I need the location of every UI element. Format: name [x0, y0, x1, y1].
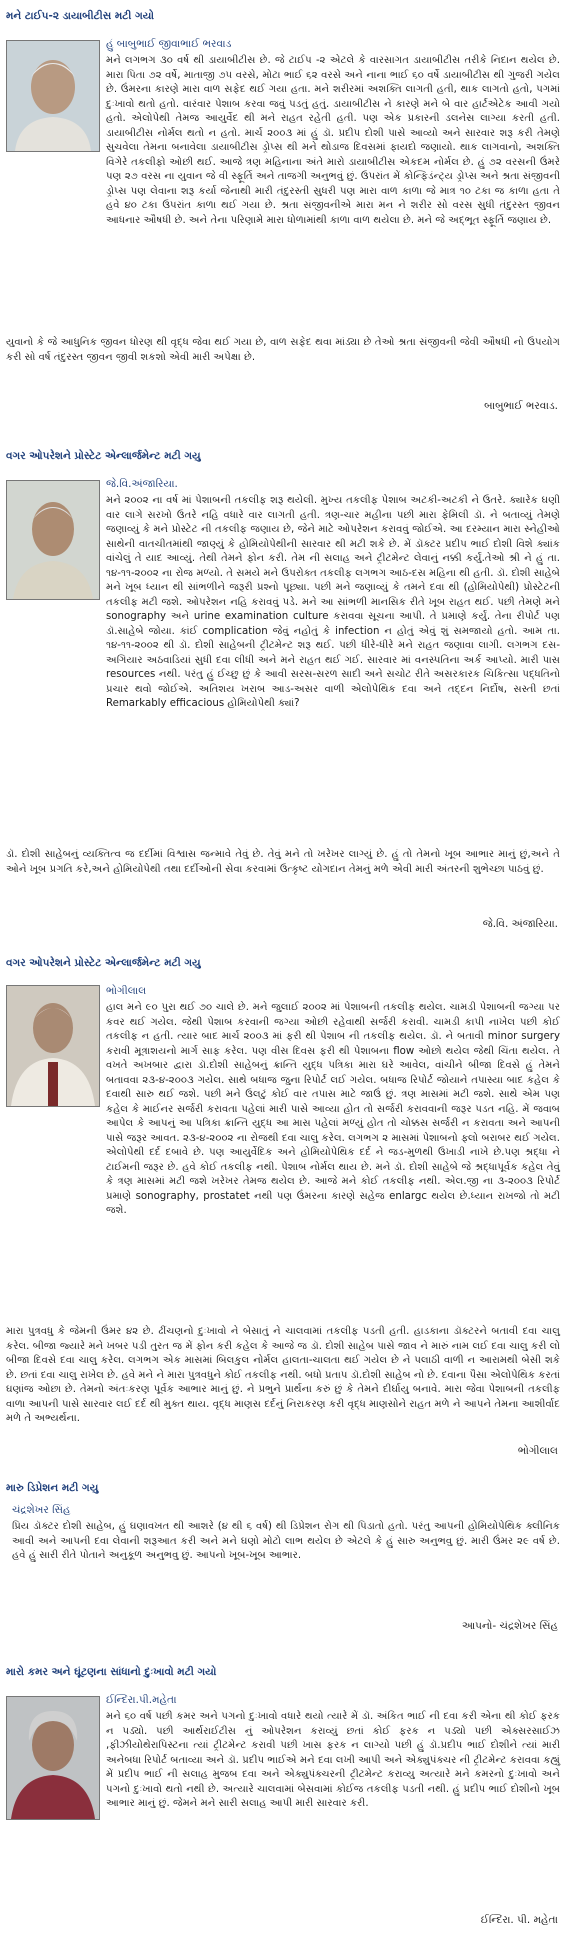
testimonial-joint-pain [0, 1660, 570, 1940]
portrait-photo [6, 1696, 100, 1820]
testimonial-author: હું બાબુભાઈ જીવાભાઈ ભરવાડ [106, 38, 232, 50]
testimonial-signature: ભોગીલાલ [517, 1445, 558, 1457]
section-heading: મને ટાઈપ-૨ ડાયાબીટીસ મટી ગયો [6, 10, 154, 22]
portrait-image [7, 986, 99, 1106]
portrait-image [7, 41, 99, 151]
portrait-photo [6, 985, 100, 1107]
portrait-photo [6, 40, 100, 152]
section-heading: મારુ ડિપ્રેશન મટી ગયુ [6, 1482, 99, 1494]
testimonial-text: મને લગભગ ૩૦ વર્ષ થી ડાયાબીટીસ છે. જે ટાઈપ -૨ એટલે કે વારસાગત ડાયાબીટીસ તરીકે નિદાન થયેલ છે. મારા પિતા ૭૨ વર્ષે, માતાજી ૭૫ વરસે, મોટા ભાઈ ૬૨ વરસે અને નાના ભાઈ ૬૦ વર્ષે ડાયાબીટીસ થી ગુજરી ગયેલ છે. ઉંમરના કારણે મારા વાળ સફેદ થઈ ગયા હતા. મને શરીરમાં અશક્તિ લાગતી હતી, થાક લાગતો હતો, પગમાં દુઃખાવો થતો હતો. વારંવાર પેશાબ કરવા જવું પડતું હતું. ડાયાબીટીસ ને કારણે મને બે વાર હાર્ટએટેક આવી ગયો હતો. એલોપેથી તેમજ આયુર્વેદ થી મને રાહત રહેતી હતી. પણ એક પ્રકારની ડલનેસ લાગ્યા કરતી હતી. ડાયાબીટીસ નોર્મલ થતો ન હતો. માર્ચ ૨૦૦૩ માં હું ડૉ. પ્રદીપ દોશી પાસે આવ્યો અને સારવાર શરૂ કરી તેમણે સુચવેલા તેમના બનાવેલા ડાયાબીટીસ ડ્રોપ્સ થી મને થોડાજ દિવસમાં ફાયદો જણાયો. થાક લાગવાનો, અશક્તિ વિગેરે તકલીફો ઓછી થઈ. આજે ત્રણ મહિનાના અંતે મારો ડાયાબીટીસ એકદમ નોર્મલ છે. હું ૭૨ વરસની ઉંમરે પણ ૨૭ વરસ ના યુવાન જે વી સ્ફૂર્તિ અને તાજગી અનુભવું છું. ઉપરાંત મેં કોન્ફિડંન્ટ્ય ડ્રોપ્સ અને શ્રતા સંજીવની ડ્રોપ્સ પણ લેવાના શરૂ કર્યા જેનાથી મારી તંદુરસ્તી સુધરી પણ મારા વાળ કાળા જે માત્ર ૧૦ ટકા જ કાળા હતા તે હવે ૪૦ ટકા ઉપરાંત કાળા થઈ ગયા છે. શ્રતા સંજીવનીએ મારા મન ને શરીર સો વરસ સુધી તંદુરસ્ત જીવન આધનાર ઔષધી છે. અને તેના પરિણામે મારા ધોળામાંથી કાળા વાળ થયેલા છે. મને જે અદ્ભૂત સ્ફૂર્તિ જણાય છે. [106, 55, 560, 226]
testimonial-text-extra: ડૉ. દોશી સાહેબનું વ્યક્તિત્વ જ દર્દીમાં વિશ્વાસ જન્માવે તેવું છે. તેવું મને તો ખરેખર લાગ્યું છે. હું તો તેમનો ખૂબ આભાર માનું છું,અને તે ઓને ખૂબ પ્રગતિ કરે,અને હોમિયોપેથી તથા દર્દીઓની સેવા કરવામાં ઉત્કૃષ્ટ યોગદાન તેમનું મળે એવી મારી અંતરની શુભેચ્છા પાઠવું છું. [6, 849, 560, 875]
section-heading: મારો કમર અને ઘૂંટણના સાંધાનો દુઃખાવો મટી ગયો [6, 1666, 217, 1678]
testimonial-author: ભોગીલાલ [106, 985, 147, 997]
testimonial-author: ઈન્દિરા.પી.મહેતા [106, 1694, 177, 1706]
testimonial-signature: ઈન્દિરા. પી. મહેતા [480, 1914, 558, 1926]
testimonial-author: ચંદ્રશેખર સિંહ [12, 1504, 71, 1516]
testimonial-text-extra: યુવાનો કે જે આધુનિક જીવન ધોરણ થી વૃદ્ધ જેવા થઈ ગયા છે, વાળ સફેદ થવા માંડ્યા છે તેઓ શ્રતા સંજીવની જેવી ઔષધી નો ઉપયોગ કરી સો વર્ષ તંદુરસ્ત જીવન જીવી શકશો એવી મારી અપેક્ષા છે. [6, 337, 560, 363]
section-heading: વગર ઓપરેશને પ્રોસ્ટેટ એન્લાર્જમેન્ટ મટી ગયુ [6, 957, 201, 969]
testimonial-prostate-2 [0, 945, 570, 1470]
testimonial-text: પ્રિય ડૉક્ટર દોશી સાહેબ, હું ઘણાવખત થી આશરે (૪ થી ૬ વર્ષ) થી ડિપ્રેશન રોગ થી પિડાતો હતો. પરંતુ આપની હોમિયોપેથિક ક્લીનિક આવી અને આપની દવા લેવાની શરૂઆત કરી અને મને ઘણો મોટો લાભ થયેલ છે એટલે કે હું સારુ અનુભવુ છું. મારી ઉંમર ૨૯ વર્ષ છે. હવે હું સારી રીતે પોતાને અનુકૂળ અનુભવુ છું. આપનો ખૂબ-ખૂબ આભાર. [12, 1521, 560, 1561]
portrait-image [7, 481, 99, 599]
portrait-photo [6, 480, 100, 600]
testimonial-text: મને ૨૦૦૨ ના વર્ષ માં પેશાબની તકલીફ શરૂ થયેલી. મુખ્ય તકલીફ પેશાબ અટકી-અટકી ને ઉતરે. ક્યારેક ઘણી વાર લાગે સરખો ઉતરે નહિ વધારે વાર લાગતી હતી. ત્રણ-ચાર મહીના પછી મારા ફેમિલી ડૉ. ને બતાવ્યું તેમણે જણાવ્યું કે મને પ્રોસ્ટેટ ની તકલીફ જણાય છે, જેને માટે ઓપરેશન કરાવવું જોઈએ. આ દરમ્યાન મારા સ્નેહીઓ સાથેની વાતચીતમાંથી જાણ્યું કે હોમિયોપેથીની સારવાર થી મટી શકે છે. મેં ડૉક્ટર પ્રદીપ ભાઈ દોશી વિશે ક્યાંક વાંચેલું તે યાદ આવ્યું. તેથી તેમને ફોન કરી. તેમ ની સલાહ અને ટ્રીટમેન્ટ લેવાનું નક્કી કર્યું.તેઓ શ્રી ને હું તા. ૧૪-૧૧-૨૦૦૨ ના રોજ મળ્યો. તે સમયે મને ઉપરોક્ત તકલીફ લગભગ આઠ-દસ મહિના થી હતી. ડૉ. દોશી સાહેબે મને ખૂબ ધ્યાન થી સાંભળીને જરૂરી પ્રશ્નો પૂછ્યા. પછી મને જણાવ્યું કે તમને દવા થી (હોમિયોપેથી) પ્રોસ્ટેટની તકલીફ મટી જશે. ઓપરેશન નહિ કરાવવું પડે. મને આ સાંભળી માનસિક રીતે ખૂબ રાહત થઈ. પછી તેમણે મને sonography અને urine examination culture કરાવવા સૂચના આપી. તે પ્રમાણે કર્યું. તેના રીપોર્ટ પણ ડૉ.સાહેબે જોયા. કાંઈ complication જેવું નહોતું કે infection ન હોતું એવું શું સમજાયો હતો. આમ તા. ૧૪-૧૧-૨૦૦૨ થી ડૉ. દોશી સાહેબની ટ્રીટમેન્ટ શરૂ થઈ. પછી ધીરે-ધીરે મને રાહત જણાવા લાગી. લગભગ દસ- અગિયાર અઠવાડિયાં સુધી દવા લીધી અને મને રાહત થઈ ગઈ. સારવાર માં વનસ્પતિના અર્ક આપ્યો. મારી પાસ resources નથી. પરંતુ હું ઈચ્છુ છું કે આવી સરસ-સરળ સાદી અને સચોટ રીતે અસરકારક ચિકિત્સા પદ્ધતિનો પ્રચાર થવો જોઈએ. અતિશય ખરાબ આડ-અસર વાળી એલોપેથિક દવા અને તદ્દન નિર્દોષ, સસ્તી છતાં Remarkably efficacious હોમિયોપેથી ક્યાં? [106, 495, 560, 709]
testimonial-signature: બાબુભાઈ ભરવાડ. [484, 400, 558, 412]
testimonial-text: મને ૬૦ વર્ષ પછી કમર અને પગનો દુઃખાવો વધારે થયો ત્યારે મેં ડૉ. અંકિત ભાઈ ની દવા કરી એના થી કોઈ ફરક ન પડ્યો. પછી આર્થરાઈટીસ નું ઓપરેશન કરાવ્યું છતાં કોઈ ફરક ન પડ્યો પછી એક્સરસાઈઝ ,ફીઝીયોથેરાપિસ્ટના ત્યાં ટ્રીટમેન્ટ કરાવી પછી ખાસ ફરક ન લાગ્યો પછી હું ડૉ.પ્રદીપ ભાઈ દોશીને ત્યાં મારી અનેબધા રિપોર્ટ બતાવ્યા અને ડૉ. પ્રદીપ ભાઈએ મને દવા લખી આપી અને એક્યુપંક્ચર ની ટ્રીટમેન્ટ કરાવવા કહ્યું મેં પ્રદીપ ભાઈ ની સલાહ મુજબ દવા અને એક્યુપંક્ચરની ટ્રીટમેન્ટ કરાવ્યુ અત્યારે મને કમરનો દુઃખાવો અને પગનો દુઃખાવો થતો નથી છે. અત્યારે ચાલવામાં બેસવામાં કોઈજ તકલીફ પડતી નથી. હું પ્રદીપ ભાઈ દોશીનો ખૂબ આભાર માનું છું. જેમને મને સારી સલાહ આપી મારી સારવાર કરી. [106, 1711, 560, 1809]
testimonial-signature: આપનો- ચંદ્રશેખર સિંહ [461, 1620, 558, 1632]
testimonial-text-extra: મારા પુત્રવધુ કે જેમની ઉંમર ૪૨ છે. ઢીંચણનો દુઃખાવો ને બેસાતું ને ચાલવામાં તકલીફ પડતી હતી. હાડકાના ડૉક્ટરને બતાવી દવા ચાલુ કરેલ. બીજા જ્યારે મને ખબર પડી તુરત જ મેં ફોન કરી કહેલ કે આજે જ ડૉ. દોશી સાહેબ પાસે જાવ ને મારું નામ લઈ દવા ચાલુ કરી લો બીજા દિવસે દવા ચાલુ કરેલ. લગભગ એક માસમાં બિલકુલ નોર્મલ હાલતા-ચાલતા થઈ ગયેલ છે ને પલાઠી વાળી ન આરામથી બેસી શકે છે. છતાં દવા ચાલુ રાખેલ છે. હવે મને ને મારા પુત્રવધુને કોઈ તકલીફ નથી. બધો પ્રતાપ ડૉ.દોશી સાહેબ નો છે. દવાના પૈસા એલોપેથિક કરતાં ઘણાંજ ઓછા છે. તેમનો અંતઃકરણ પૂર્વક આભાર માનું છું. ને પ્રભુને પ્રાર્થના કરું છું કે તેમને દીર્ઘાયુ બનાવે. મારા જેવા પેશાબની તકલીફ વાળા આપની પાસે સારવાર લઈ દર્દ થી મુક્ત થાય. વૃદ્ધ માણસ દર્દનું નિરાકરણ કરી વૃદ્ધ માણસોને રાહત મળે ને આપને તેમના આશીર્વાદ મળે તે અભ્યર્થના. [6, 1326, 560, 1424]
testimonial-author: જે.વિ.અંજારિયા. [106, 478, 178, 490]
testimonial-text: હાલ મને ૯૦ પુરા થઈ ૭૦ ચાલે છે. મને જુલાઈ ૨૦૦૨ માં પેશાબની તકલીફ થયેલ. ચામડી પેશાબની જગ્યા પર કવર થઈ ગયેલ. જેથી પેશાબ કરવાની જગ્યા ઓછી રહેવાથી સર્જરી કરાવી. ચામડી કાપી નાખેલ પછી કોઈ તકલીફ ન હતી. ત્યાર બાદ માર્ચ ૨૦૦૩ માં ફરી થી પેશાબ ની તકલીફ થયેલ. ડૉ. ને બતાવી minor surgery કરાવી મૂત્રાશયનો માર્ગ સાફ કરેલ. પણ વીસ દિવસ ફરી થી પેશાબના flow ઓછો થયેલ જેથી ચિંતા થયેલ. તે વખતે અખબાર દ્વારા ડૉ.દોશી સાહેબનું ક્રાન્તિ યુદ્ધ પત્રિકા મારા ઘરે આવેલ, વાંચીને બીજા દિવસે હું તેમને બતાવવા ૨૩-૪-૨૦૦૩ ગયેલ. સાથે બધાજ જુના રિપોર્ટ લઈ ગયેલ. બધાજ રિપોર્ટ જોયાને તપાસ્યા બાદ કહેલ કે દવાથી સારુ થઈ જશે. પછી મને ઉલટું કોઈ વાર તપાસ માટે જાઉં છું. ત્રણ માસમાં મટી જશે. સાથે એમ પણ કહેલ કે માઈનર સર્જરી કરાવતા પહેલાં મારી પાસે આવ્યા હોત તો સર્જરી કરાવવાની જરૂર પડત નહિ. મેં જવાબ આપેલ કે આપનું આ પત્રિકા ક્રાન્તિ યુદ્ધ આ માસ પહેલાં મળ્યું હોત તો ચોક્કસ સર્જરી ન કરાવતા અને આપની પાસે જરૂર આવત. ૨૩-૪-૨૦૦૨ ના રોજથી દવા ચાલુ કરેલ. લગભગ ૨ માસમાં પેશાબનો ફ્લો બરાબર થઈ ગયેલ. એલોપેથી દર્દ દબાવે છે. પણ આયુર્વેદિક અને હોમિયોપેથિક દર્દ ને જડ-મુળથી ઉખાડી નાખે છે.પણ શ્રદ્ધા ને ટાઈમની જરૂર છે. હવે કોઈ તકલીફ નથી. પેશાબ નોર્મલ થાય છે. મને ડૉ. દોશી સાહેબે જે શ્રદ્ધાપૂર્વક કહેલ તેવું કે ત્રણ માસમાં મટી જશે ખરેખર તેમજ થયેલ છે. આજે મને કોઈ તકલીફ નથી. એલ.જી ના ૩-૨૦૦૩ રિપોર્ટ પ્રમાણે sonography, prostatet નથી પણ ઉંમરના કારણે સહેજ enlargc થયેલ છે.ધ્યાન રાખજો તો મટી જશે. [106, 1002, 560, 1216]
testimonial-diabetes [0, 0, 570, 440]
testimonial-signature: જે.વિ. અંજારિયા. [482, 918, 558, 930]
portrait-image [7, 1697, 99, 1819]
section-heading: વગર ઓપરેશને પ્રોસ્ટેટ એન્લાર્જમેન્ટ મટી ગયુ [6, 450, 201, 462]
testimonial-prostate-1 [0, 440, 570, 945]
testimonial-depression [0, 1470, 570, 1660]
